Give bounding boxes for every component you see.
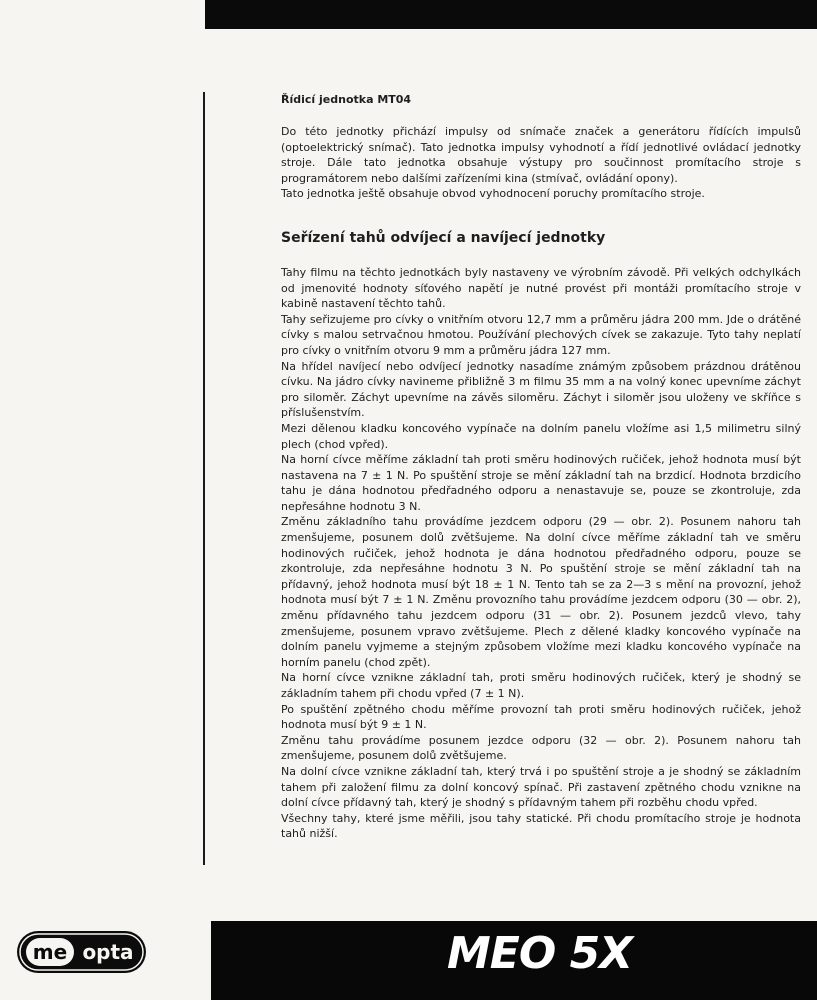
paragraph: Na hřídel navíjecí nebo odvíjecí jednotky nasadíme známým způsobem prázdnou drátěnou cívku. Na jádro cívky navineme přibližně 3 m filmu 35 mm a na volný konec upevníme záchyt pro siloměr. Záchyt upevníme na závěs siloměru. Záchyt i siloměr jsou uloženy ve skříňce s příslušenstvím.: [281, 359, 801, 420]
paragraph: Změnu základního tahu provádíme jezdcem odporu (29 — obr. 2). Posunem nahoru tah zmenšujeme, posunem dolů zvětšujeme. Na dolní cívce měříme základní tah ve směru hodinových ručiček, jehož hodnota je dána hodnotou předřadného odporu, pouze se zkontroluje, zda nepřesáhne hodnotu 3 N. Po spuštění stroje se mění základní tah na přídavný, jehož hodnota musí být 18 ± 1 N. Tento tah se za 2—3 s mění na provozní, jehož hodnota musí být 7 ± 1 N. Změnu provozního tahu provádíme jezdcem odporu (30 — obr. 2), změnu přídavného tahu jezdcem odporu (31 — obr. 2). Posunem jezdců vlevo, tahy zmenšujeme, posunem vpravo zvětšujeme. Plech z dělené kladky koncového vypínače na dolním panelu vyjmeme a stejným způsobem vložíme mezi kladku koncového vypínače na horním panelu (chod zpět).: [281, 515, 801, 669]
meopta-logo: [16, 930, 147, 974]
section-heading-tension-adjustment: Seřízení tahů odvíjecí a navíjecí jednotky: [281, 229, 606, 246]
paragraph: Mezi dělenou kladku koncového vypínače na dolním panelu vložíme asi 1,5 milimetru silný plech (chod vpřed).: [281, 421, 801, 451]
paragraph: Tato jednotka ještě obsahuje obvod vyhodnocení poruchy promítacího stroje.: [281, 187, 705, 201]
paragraph: Všechny tahy, které jsme měřili, jsou tahy statické. Při chodu promítacího stroje je hodnota tahů nižší.: [281, 811, 801, 841]
paragraph: Na dolní cívce vznikne základní tah, který trvá i po spuštění stroje a je shodný se základním tahem při založení filmu za dolní koncový spínač. Při zastavení zpětného chodu vznikne na dolní cívce přídavný tah, který je shodný s přídavným tahem při rozběhu chodu vpřed.: [281, 764, 801, 810]
section-heading-control-unit: Řídicí jednotka MT04: [281, 93, 412, 106]
document-body: [281, 92, 801, 842]
paragraph: Na horní cívce vznikne základní tah, proti směru hodinových ručiček, který je shodný se základním tahem při chodu vpřed (7 ± 1 N).: [281, 671, 801, 700]
svg-text:me: me: [32, 940, 68, 964]
margin-rule: [203, 92, 205, 865]
paragraph: Do této jednotky přichází impulsy od snímače značek a generátoru řídících impulsů (optoelektrický snímač). Tato jednotka impulsy vyhodnotí a řídí jednotlivé ovládací jednotky stroje. Dále tato jednotka obsahuje výstupy pro součinnost promítacího stroje s programátorem nebo dalšími zařízeními kina (stmívač, ovládání opony).: [281, 125, 801, 185]
product-name: MEO 5X: [447, 928, 633, 979]
paragraph: Tahy filmu na těchto jednotkách byly nastaveny ve výrobním závodě. Při velkých odchylkách od jmenovité hodnoty síťového napětí je nutné provést při montáži promítacího stroje v kabině nastavení těchto tahů.: [281, 265, 801, 311]
paragraph: Po spuštění zpětného chodu měříme provozní tah proti směru hodinových ručiček, jehož hodnota musí být 9 ± 1 N.: [281, 702, 801, 732]
svg-text:opta: opta: [82, 940, 134, 964]
paragraph: Tahy seřizujeme pro cívky o vnitřním otvoru 12,7 mm a průměru jádra 200 mm. Jde o drátěné cívky s malou setrvačnou hmotou. Používání plechových cívek se zakazuje. Tyto tahy neplatí pro cívky o vnitřním otvoru 9 mm a průměru jádra 127 mm.: [281, 312, 801, 357]
top-black-bar: [205, 0, 817, 29]
paragraph: Na horní cívce měříme základní tah proti směru hodinových ručiček, jehož hodnota musí být nastavena na 7 ± 1 N. Po spuštění stroje se mění základní tah na brzdicí. Hodnota brzdicího tahu je dána hodnotou předřadného odporu a nenastavuje se, pouze se zkontroluje, zda nepřesáhne hodnotu 3 N.: [281, 453, 801, 513]
paragraph: Změnu tahu provádíme posunem jezdce odporu (32 — obr. 2). Posunem nahoru tah zmenšujeme, posunem dolů zvětšujeme.: [281, 733, 801, 763]
